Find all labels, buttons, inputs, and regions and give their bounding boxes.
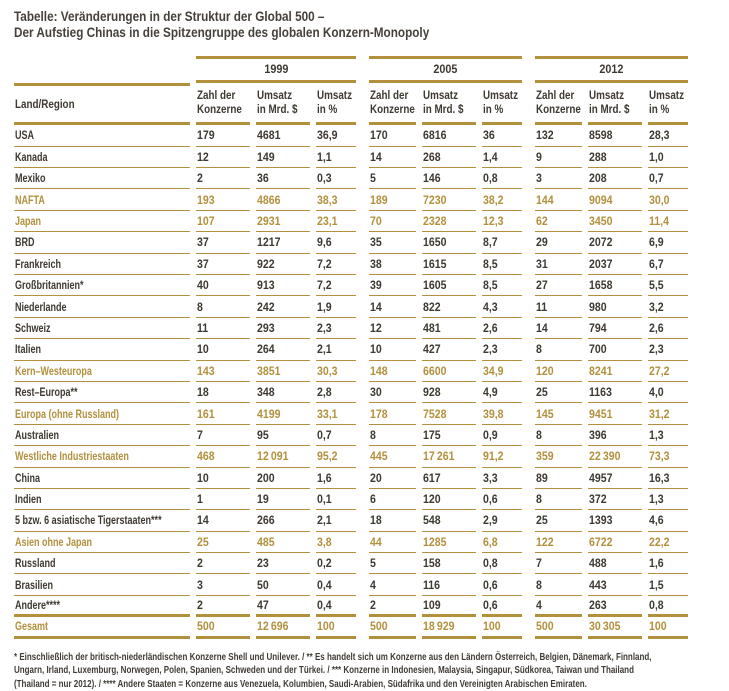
value-cell: 0,8 (482, 553, 522, 574)
value-cell: 1,4 (482, 147, 522, 168)
value-cell: 2,3 (482, 339, 522, 360)
value-cell: 264 (256, 339, 310, 360)
row-label: Gesamt (14, 617, 190, 638)
value-cell: 38,2 (482, 189, 522, 210)
value-cell: 50 (256, 574, 310, 595)
row-label: Kanada (14, 147, 190, 168)
value-cell: 794 (588, 318, 642, 339)
value-cell: 107 (196, 211, 250, 232)
value-cell: 6600 (422, 361, 476, 382)
value-cell: 3851 (256, 361, 310, 382)
value-cell: 4,6 (648, 510, 688, 531)
value-cell: 37 (196, 254, 250, 275)
value-cell: 2328 (422, 211, 476, 232)
value-cell: 5,5 (648, 275, 688, 296)
value-cell: 0,8 (482, 168, 522, 189)
column-header-row (14, 83, 715, 125)
row-label: Japan (14, 211, 190, 232)
value-cell: 7 (535, 553, 582, 574)
year-header-1999: 1999 (196, 56, 356, 83)
value-cell: 922 (256, 254, 310, 275)
value-cell: 18 929 (422, 617, 476, 638)
value-cell: 0,6 (482, 489, 522, 510)
row-label: USA (14, 125, 190, 146)
value-cell: 95,2 (316, 446, 356, 467)
year-header-row (14, 56, 715, 83)
value-cell: 16,3 (648, 468, 688, 489)
value-cell: 193 (196, 189, 250, 210)
row-label: Rest–Europa** (14, 382, 190, 403)
value-cell: 2,9 (482, 510, 522, 531)
row-label: Europa (ohne Russland) (14, 403, 190, 424)
value-cell: 36 (256, 168, 310, 189)
value-cell: 109 (422, 596, 476, 617)
value-cell: 2 (369, 596, 416, 617)
value-cell: 2 (196, 596, 250, 617)
row-label: Andere**** (14, 596, 190, 617)
value-cell: 372 (588, 489, 642, 510)
value-cell: 293 (256, 318, 310, 339)
value-cell: 2037 (588, 254, 642, 275)
row-label: BRD (14, 232, 190, 253)
value-cell: 2072 (588, 232, 642, 253)
value-cell: 980 (588, 296, 642, 317)
column-header: Zahl der Konzerne (196, 83, 250, 125)
value-cell: 4199 (256, 403, 310, 424)
value-cell: 6722 (588, 532, 642, 553)
value-cell: 122 (535, 532, 582, 553)
value-cell: 70 (369, 211, 416, 232)
row-label: Mexiko (14, 168, 190, 189)
value-cell: 3,3 (482, 468, 522, 489)
value-cell: 31,2 (648, 403, 688, 424)
value-cell: 3450 (588, 211, 642, 232)
value-cell: 19 (256, 489, 310, 510)
column-header: Umsatz in % (648, 83, 688, 125)
value-cell: 1,0 (648, 147, 688, 168)
value-cell: 22 390 (588, 446, 642, 467)
value-cell: 2,1 (316, 339, 356, 360)
value-cell: 10 (369, 339, 416, 360)
value-cell: 488 (588, 553, 642, 574)
value-cell: 100 (316, 617, 356, 638)
value-cell: 0,3 (316, 168, 356, 189)
value-cell: 178 (369, 403, 416, 424)
table-title-line2: Der Aufstieg Chinas in die Spitzengruppe des globalen Konzern-Monopoly (14, 25, 430, 41)
value-cell: 25 (196, 532, 250, 553)
value-cell: 18 (369, 510, 416, 531)
row-label: China (14, 468, 190, 489)
value-cell: 89 (535, 468, 582, 489)
value-cell: 396 (588, 425, 642, 446)
value-cell: 25 (535, 382, 582, 403)
value-cell: 0,9 (482, 425, 522, 446)
value-cell: 37 (196, 232, 250, 253)
value-cell: 200 (256, 468, 310, 489)
column-header: Umsatz in % (482, 83, 522, 125)
value-cell: 120 (535, 361, 582, 382)
value-cell: 5 (369, 168, 416, 189)
value-cell: 2,3 (648, 339, 688, 360)
table-body (14, 125, 715, 638)
value-cell: 9,6 (316, 232, 356, 253)
value-cell: 4 (535, 596, 582, 617)
value-cell: 1,9 (316, 296, 356, 317)
value-cell: 2,1 (316, 510, 356, 531)
value-cell: 175 (422, 425, 476, 446)
footnotes (14, 651, 715, 691)
value-cell: 1285 (422, 532, 476, 553)
row-header-land-region: Land/Region (14, 83, 190, 125)
value-cell: 14 (535, 318, 582, 339)
footnote-line: Ungarn, Irland, Luxemburg, Norwegen, Polen, Spanien, Schweden und der Türkei. / *** Konzerne in Indonesien, Malaysia, Singapur, Südkorea, Taiwan und Thailand (14, 665, 634, 677)
value-cell: 20 (369, 468, 416, 489)
value-cell: 27,2 (648, 361, 688, 382)
value-cell: 8 (535, 339, 582, 360)
value-cell: 27 (535, 275, 582, 296)
value-cell: 40 (196, 275, 250, 296)
column-header: Umsatz in Mrd. $ (422, 83, 476, 125)
value-cell: 8 (535, 574, 582, 595)
value-cell: 2931 (256, 211, 310, 232)
value-cell: 443 (588, 574, 642, 595)
value-cell: 47 (256, 596, 310, 617)
value-cell: 12 (196, 147, 250, 168)
value-cell: 4,0 (648, 382, 688, 403)
value-cell: 38 (369, 254, 416, 275)
value-cell: 14 (369, 296, 416, 317)
value-cell: 12 091 (256, 446, 310, 467)
value-cell: 485 (256, 532, 310, 553)
value-cell: 3 (196, 574, 250, 595)
value-cell: 39,8 (482, 403, 522, 424)
value-cell: 36 (482, 125, 522, 146)
value-cell: 242 (256, 296, 310, 317)
value-cell: 500 (535, 617, 582, 638)
value-cell: 500 (369, 617, 416, 638)
footnote-line: (Thailand = nur 2012). / **** Andere Staaten = Konzerne aus Venezuela, Kolumbien, Saudi-Arabien, Südafrika und den Vereinigten Arabischen Emiraten. (14, 679, 587, 691)
value-cell: 2,8 (316, 382, 356, 403)
value-cell: 100 (648, 617, 688, 638)
value-cell: 149 (256, 147, 310, 168)
value-cell: 266 (256, 510, 310, 531)
value-cell: 548 (422, 510, 476, 531)
value-cell: 9451 (588, 403, 642, 424)
value-cell: 427 (422, 339, 476, 360)
value-cell: 120 (422, 489, 476, 510)
value-cell: 2,6 (482, 318, 522, 339)
value-cell: 23,1 (316, 211, 356, 232)
row-label: Frankreich (14, 254, 190, 275)
value-cell: 500 (196, 617, 250, 638)
value-cell: 1605 (422, 275, 476, 296)
value-cell: 1 (196, 489, 250, 510)
row-label: Australien (14, 425, 190, 446)
value-cell: 8 (535, 489, 582, 510)
value-cell: 146 (422, 168, 476, 189)
value-cell: 0,6 (482, 574, 522, 595)
value-cell: 0,1 (316, 489, 356, 510)
value-cell: 1658 (588, 275, 642, 296)
value-cell: 0,6 (482, 596, 522, 617)
value-cell: 445 (369, 446, 416, 467)
value-cell: 1393 (588, 510, 642, 531)
value-cell: 7,2 (316, 254, 356, 275)
row-label: NAFTA (14, 189, 190, 210)
value-cell: 17 261 (422, 446, 476, 467)
row-label: 5 bzw. 6 asiatische Tigerstaaten*** (14, 510, 190, 531)
value-cell: 1217 (256, 232, 310, 253)
value-cell: 6,8 (482, 532, 522, 553)
value-cell: 0,4 (316, 574, 356, 595)
value-cell: 0,7 (316, 425, 356, 446)
value-cell: 12 696 (256, 617, 310, 638)
value-cell: 1,3 (648, 489, 688, 510)
value-cell: 9 (535, 147, 582, 168)
value-cell: 1615 (422, 254, 476, 275)
value-cell: 3,8 (316, 532, 356, 553)
value-cell: 158 (422, 553, 476, 574)
value-cell: 7528 (422, 403, 476, 424)
value-cell: 7,2 (316, 275, 356, 296)
value-cell: 30 (369, 382, 416, 403)
row-label: Brasilien (14, 574, 190, 595)
value-cell: 73,3 (648, 446, 688, 467)
value-cell: 161 (196, 403, 250, 424)
value-cell: 38,3 (316, 189, 356, 210)
column-header: Zahl der Konzerne (369, 83, 416, 125)
value-cell: 6,9 (648, 232, 688, 253)
value-cell: 14 (369, 147, 416, 168)
row-label: Indien (14, 489, 190, 510)
value-cell: 359 (535, 446, 582, 467)
value-cell: 1,6 (648, 553, 688, 574)
value-cell: 1,3 (648, 425, 688, 446)
value-cell: 35 (369, 232, 416, 253)
value-cell: 8 (535, 425, 582, 446)
value-cell: 11 (196, 318, 250, 339)
value-cell: 0,4 (316, 596, 356, 617)
value-cell: 263 (588, 596, 642, 617)
column-header: Zahl der Konzerne (535, 83, 582, 125)
value-cell: 44 (369, 532, 416, 553)
value-cell: 8 (196, 296, 250, 317)
table-title (14, 9, 715, 42)
value-cell: 700 (588, 339, 642, 360)
row-label: Asien ohne Japan (14, 532, 190, 553)
value-cell: 0,8 (648, 596, 688, 617)
table-title-line1: Tabelle: Veränderungen in der Struktur der Global 500 – (14, 9, 325, 24)
value-cell: 36,9 (316, 125, 356, 146)
value-cell: 8598 (588, 125, 642, 146)
footnote-line: * Einschließlich der britisch-niederländischen Konzerne Shell und Unilever. / ** Es handelt sich um Konzerne aus den Ländern Österreich, Belgien, Dänemark, Finnland, (14, 651, 652, 663)
value-cell: 348 (256, 382, 310, 403)
value-cell: 2,6 (648, 318, 688, 339)
value-cell: 4681 (256, 125, 310, 146)
value-cell: 6,7 (648, 254, 688, 275)
value-cell: 8,5 (482, 254, 522, 275)
value-cell: 4 (369, 574, 416, 595)
value-cell: 4866 (256, 189, 310, 210)
value-cell: 189 (369, 189, 416, 210)
value-cell: 95 (256, 425, 310, 446)
value-cell: 28,3 (648, 125, 688, 146)
value-cell: 268 (422, 147, 476, 168)
value-cell: 116 (422, 574, 476, 595)
value-cell: 3 (535, 168, 582, 189)
value-cell: 23 (256, 553, 310, 574)
year-row-spacer (14, 56, 190, 83)
value-cell: 913 (256, 275, 310, 296)
value-cell: 33,1 (316, 403, 356, 424)
value-cell: 8,5 (482, 275, 522, 296)
value-cell: 62 (535, 211, 582, 232)
value-cell: 170 (369, 125, 416, 146)
value-cell: 4957 (588, 468, 642, 489)
value-cell: 4,3 (482, 296, 522, 317)
value-cell: 100 (482, 617, 522, 638)
value-cell: 144 (535, 189, 582, 210)
value-cell: 2,3 (316, 318, 356, 339)
value-cell: 2 (196, 553, 250, 574)
value-cell: 1,1 (316, 147, 356, 168)
value-cell: 1,5 (648, 574, 688, 595)
column-header: Umsatz in % (316, 83, 356, 125)
value-cell: 148 (369, 361, 416, 382)
value-cell: 91,2 (482, 446, 522, 467)
value-cell: 7 (196, 425, 250, 446)
value-cell: 1,6 (316, 468, 356, 489)
value-cell: 8241 (588, 361, 642, 382)
year-header-2005: 2005 (369, 56, 522, 83)
value-cell: 6 (369, 489, 416, 510)
row-label: Schweiz (14, 318, 190, 339)
value-cell: 30 305 (588, 617, 642, 638)
value-cell: 5 (369, 553, 416, 574)
value-cell: 34,9 (482, 361, 522, 382)
value-cell: 29 (535, 232, 582, 253)
value-cell: 4,9 (482, 382, 522, 403)
value-cell: 18 (196, 382, 250, 403)
value-cell: 11 (535, 296, 582, 317)
value-cell: 481 (422, 318, 476, 339)
value-cell: 14 (196, 510, 250, 531)
value-cell: 1650 (422, 232, 476, 253)
value-cell: 468 (196, 446, 250, 467)
value-cell: 11,4 (648, 211, 688, 232)
value-cell: 39 (369, 275, 416, 296)
value-cell: 1163 (588, 382, 642, 403)
row-label: Großbritannien* (14, 275, 190, 296)
value-cell: 179 (196, 125, 250, 146)
row-label: Kern–Westeuropa (14, 361, 190, 382)
value-cell: 145 (535, 403, 582, 424)
value-cell: 822 (422, 296, 476, 317)
value-cell: 25 (535, 510, 582, 531)
row-label: Westliche Industriestaaten (14, 446, 190, 467)
value-cell: 0,7 (648, 168, 688, 189)
value-cell: 132 (535, 125, 582, 146)
value-cell: 143 (196, 361, 250, 382)
value-cell: 8,7 (482, 232, 522, 253)
value-cell: 8 (369, 425, 416, 446)
value-cell: 928 (422, 382, 476, 403)
value-cell: 30,3 (316, 361, 356, 382)
value-cell: 9094 (588, 189, 642, 210)
row-label: Italien (14, 339, 190, 360)
value-cell: 0,2 (316, 553, 356, 574)
value-cell: 12,3 (482, 211, 522, 232)
value-cell: 3,2 (648, 296, 688, 317)
value-cell: 7230 (422, 189, 476, 210)
row-label: Russland (14, 553, 190, 574)
value-cell: 12 (369, 318, 416, 339)
column-header: Umsatz in Mrd. $ (588, 83, 642, 125)
row-label: Niederlande (14, 296, 190, 317)
value-cell: 31 (535, 254, 582, 275)
value-cell: 208 (588, 168, 642, 189)
value-cell: 22,2 (648, 532, 688, 553)
year-header-2012: 2012 (535, 56, 688, 83)
value-cell: 2 (196, 168, 250, 189)
value-cell: 288 (588, 147, 642, 168)
value-cell: 30,0 (648, 189, 688, 210)
column-header: Umsatz in Mrd. $ (256, 83, 310, 125)
value-cell: 617 (422, 468, 476, 489)
value-cell: 10 (196, 339, 250, 360)
value-cell: 10 (196, 468, 250, 489)
value-cell: 6816 (422, 125, 476, 146)
